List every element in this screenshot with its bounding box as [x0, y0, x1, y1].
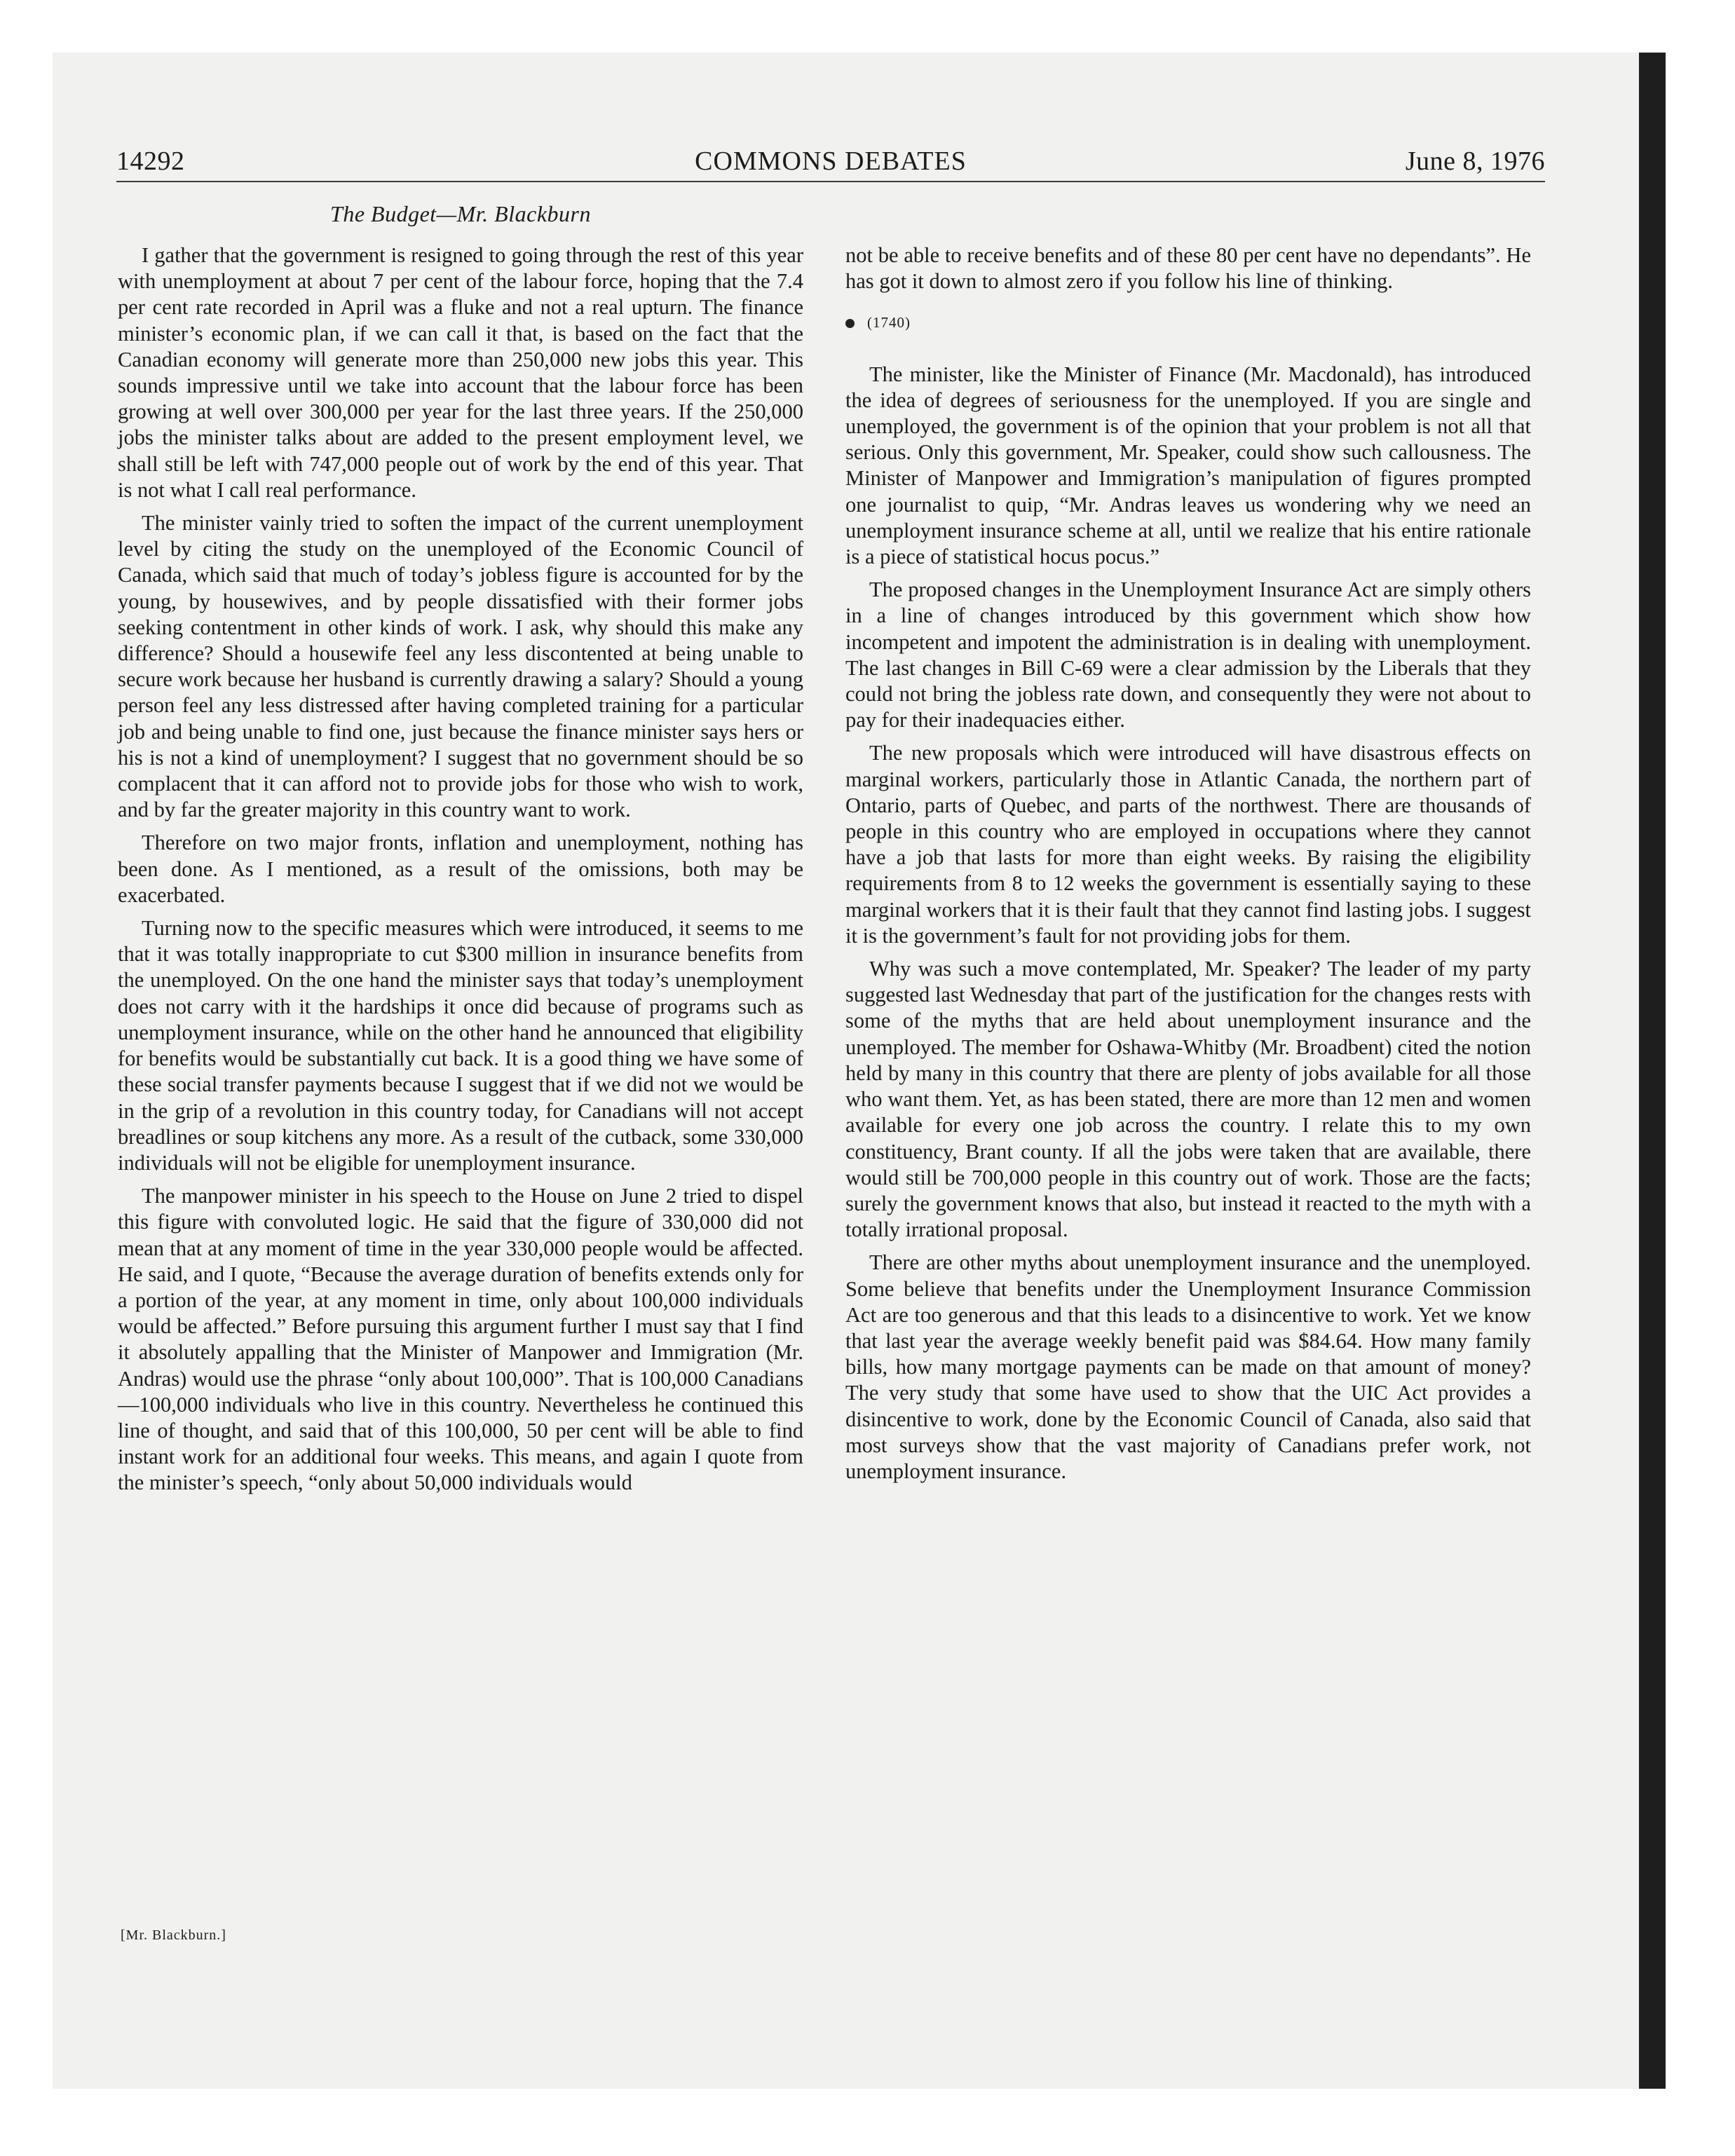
paragraph: The minister, like the Minister of Finance (Mr. Macdonald), has introduced the idea of degrees of seriousness for the unemployed. If you are single and unemployed, the government is of the opinion that your problem is not all that serious. Only this government, Mr. Speaker, could show such callousness. The Minister of Manpower and Immigration’s manipulation of figures prompted one journalist to quip, “Mr. Andras leaves us wondering why we need an unemployment insurance scheme at all, until we realize that his entire rationale is a piece of statistical hocus pocus.”: [845, 362, 1531, 569]
speaker-note: [Mr. Blackburn.]: [121, 1928, 226, 1943]
header-rule: [116, 181, 1545, 182]
time-marker-label: (1740): [867, 314, 911, 332]
page-date: June 8, 1976: [1405, 146, 1545, 176]
right-column: [845, 243, 1531, 1492]
paragraph-continuation: not be able to receive benefits and of these 80 per cent have no dependants”. He has got it down to almost zero if you follow his line of thinking.: [845, 243, 1531, 294]
paragraph: I gather that the government is resigned to going through the rest of this year with unemployment at about 7 per cent of the labour force, hoping that the 7.4 per cent rate recorded in April was a fluke and not a real upturn. The finance minister’s economic plan, if we can call it that, is based on the fact that the Canadian economy will generate more than 250,000 new jobs this year. This sounds impressive until we take into account that the labour force has been growing at well over 300,000 per year for the last three years. If the 250,000 jobs the minister talks about are added to the present employment level, we shall still be left with 747,000 people out of work by the end of this year. That is not what I call real performance.: [118, 243, 803, 502]
page-number: 14292: [116, 146, 185, 176]
running-head: The Budget—Mr. Blackburn: [330, 201, 591, 226]
paragraph: The proposed changes in the Unemployment Insurance Act are simply others in a line of changes introduced by this government which show how incompetent and impotent the administration is in dealing with unemployment. The last changes in Bill C-69 were a clear admission by the Liberals that they could not bring the jobless rate down, and consequently they were not about to pay for their inadequacies either.: [845, 578, 1531, 732]
paragraph: Therefore on two major fronts, inflation and unemployment, nothing has been done. As I mentioned, as a result of the omissions, both may be exacerbated.: [118, 831, 803, 907]
page-header: [116, 146, 1545, 182]
paragraph: Why was such a move contemplated, Mr. Speaker? The leader of my party suggested last Wednesday that part of the justification for the changes rests with some of the myths that are held about unemployment insurance and the unemployed. The member for Oshawa-Whitby (Mr. Broadbent) cited the notion held by many in this country that there are plenty of jobs available for all those who want them. Yet, as has been stated, there are more than 12 men and women available for every one job across the country. I relate this to my own constituency, Brant county. If all the jobs were taken that are available, there would still be 700,000 people in this country out of work. Those are the facts; surely the government knows that also, but instead it reacted to the myth with a totally irrational proposal.: [845, 957, 1531, 1242]
scan-edge-shadow: [1639, 53, 1666, 2089]
publication-title: COMMONS DEBATES: [695, 146, 967, 176]
bullet-icon: [845, 319, 855, 328]
paragraph: The minister vainly tried to soften the impact of the current unemployment level by citing the study on the unemployed of the Economic Council of Canada, which said that much of today’s jobless figure is accounted for by the young, by housewives, and by people dissatisfied with their former jobs seeking contentment in other kinds of work. I ask, why should this make any difference? Should a housewife feel any less discontented at being unable to secure work because her husband is currently drawing a salary? Should a young person feel any less distressed after having completed training for a particular job and being unable to find one, just because the finance minister says hers or his is not a kind of unemployment? I suggest that no government should be so complacent that it can afford not to provide jobs for those who wish to work, and by far the greater majority in this country want to work.: [118, 511, 803, 822]
paragraph: There are other myths about unemployment insurance and the unemployed. Some believe that benefits under the Unemployment Insurance Commission Act are too generous and that this leads to a disincentive to work. Yet we know that last year the average weekly benefit paid was $84.64. How many family bills, how many mortgage payments can be made on that amount of money? The very study that some have used to show that the UIC Act provides a disincentive to work, done by the Economic Council of Canada, also said that most surveys show that the vast majority of Canadians prefer work, not unemployment insurance.: [845, 1250, 1531, 1483]
paragraph: The new proposals which were introduced will have disastrous effects on marginal workers, particularly those in Atlantic Canada, the northern part of Ontario, parts of Quebec, and parts of the northwest. There are thousands of people in this country who are employed in occupations where they cannot have a job that lasts for more than eight weeks. By raising the eligibility requirements from 8 to 12 weeks the government is essentially saying to these marginal workers that it is their fault that they cannot find lasting jobs. I suggest it is the government’s fault for not providing jobs for them.: [845, 741, 1531, 948]
paragraph: Turning now to the specific measures which were introduced, it seems to me that it was totally inappropriate to cut $300 million in insurance benefits from the unemployed. On the one hand the minister says that today’s unemployment does not carry with it the hardships it once did because of programs such as unemployment insurance, while on the other hand he announced that eligibility for benefits would be substantially cut back. It is a good thing we have some of these social transfer payments because I suggest that if we did not we would be in the grip of a revolution in this country today, for Canadians will not accept breadlines or soup kitchens any more. As a result of the cutback, some 330,000 individuals will not be eligible for unemployment insurance.: [118, 916, 803, 1175]
time-marker: [845, 310, 1531, 336]
left-column: [118, 243, 803, 1503]
paragraph: The manpower minister in his speech to the House on June 2 tried to dispel this figure with convoluted logic. He said that the figure of 330,000 did not mean that at any moment of time in the year 330,000 people would be affected. He said, and I quote, “Because the average duration of benefits extends only for a portion of the year, at any moment in time, only about 100,000 individuals would be affected.” Before pursuing this argument further I must say that I find it absolutely appalling that the Minister of Manpower and Immigration (Mr. Andras) would use the phrase “only about 100,000”. That is 100,000 Canadians—100,000 individuals who live in this country. Nevertheless he continued this line of thought, and said that of this 100,000, 50 per cent will be able to find instant work for an additional four weeks. This means, and again I quote from the minister’s speech, “only about 50,000 individuals would: [118, 1184, 803, 1495]
